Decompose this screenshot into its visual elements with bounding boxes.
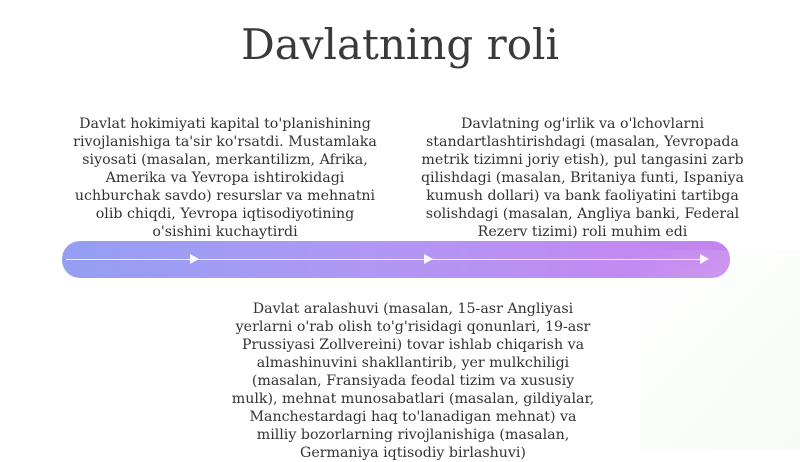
arrow-right-icon — [190, 254, 199, 264]
text-block-left: Davlat hokimiyati kapital to'planishining rivojlanishiga ta'sir ko'rsatdi. Mustamlaka siyosati (masalan, merkantilizm, Afrika, Amerika va Yevropa ishtirokidagi uchburchak savdo) resurslar va mehnatni olib chiqdi, Yevropa iqtisodiyotining o'sishini kuchaytirdi — [73, 116, 377, 240]
arrow-right-icon — [424, 254, 433, 264]
arrow-right-icon — [700, 254, 709, 264]
text-block-right: Davlatning og'irlik va o'lchovlarni standartlashtirishdagi (masalan, Yevropada metrik tizimni joriy etish), pul tangasini zarb qilishdagi (masalan, Britaniya funti, Ispaniya kumush dollari) va bank faoliyatini tartibga solishdagi (masalan, Angliya banki, Federal Rezerv tizimi) roli muhim edi — [420, 116, 745, 240]
slide-title: Davlatning roli — [241, 20, 559, 69]
text-block-bottom: Davlat aralashuvi (masalan, 15-asr Angliyasi yerlarni o'rab olish to'g'risidagi qonunlari, 19-asr Prussiyasi Zollvereini) tovar ishlab chiqarish va almashinuvini shakllantirib, yer mulkchiligi (masalan, Fransiyada feodal tizim va xususiy mulk), mehnat munosabatlari (masalan, gildiyalar, Manchestardagi haq to'lanadigan mehnat) va milliy bozorlarning rivojlanishiga (masalan, Germaniya iqtisodiy birlashuvi) — [231, 301, 595, 461]
timeline-line — [66, 259, 702, 260]
decorative-corner-fade — [640, 250, 800, 449]
